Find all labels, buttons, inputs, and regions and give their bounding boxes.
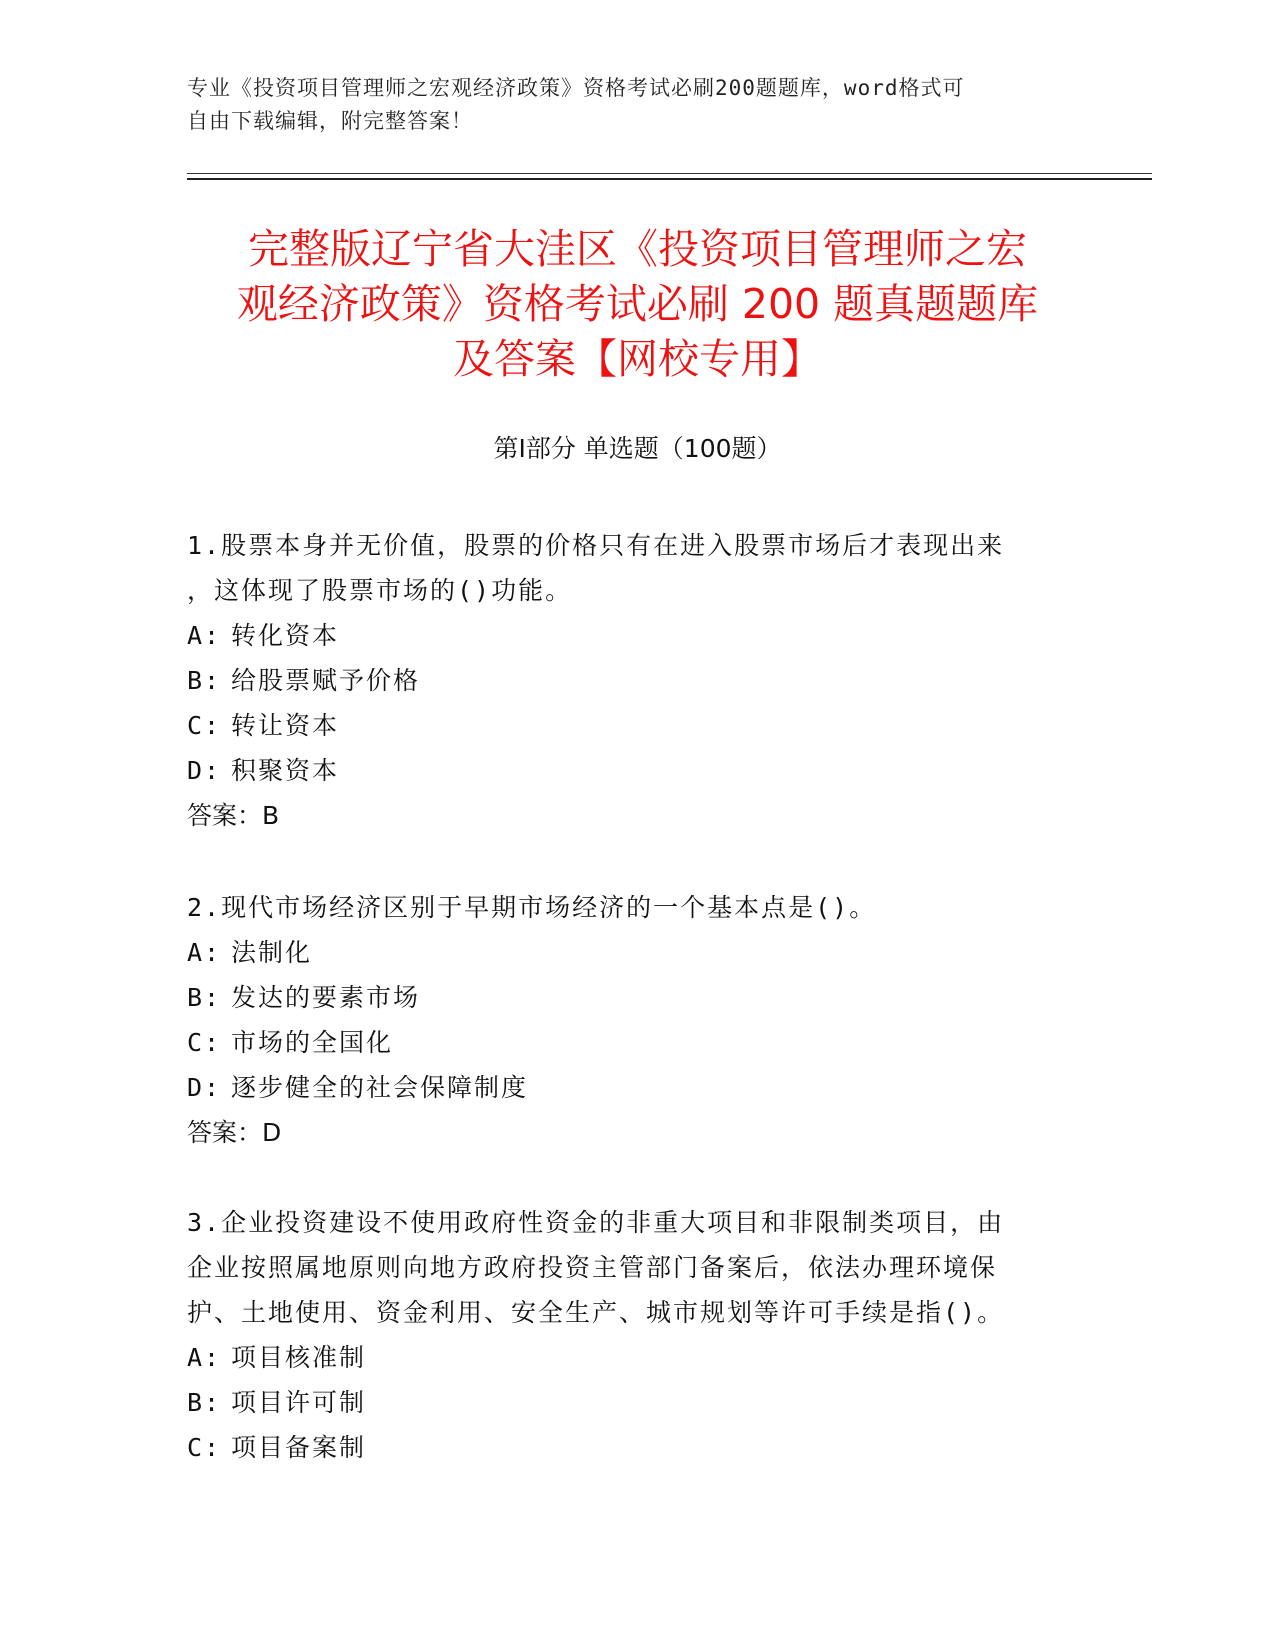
header-divider-thin: [187, 173, 1152, 174]
option-text: 市场的全国化: [231, 1028, 394, 1057]
question-text: [187, 885, 1087, 930]
option-letter: B:: [187, 666, 222, 695]
option-letter: B:: [187, 1388, 222, 1417]
option-b: [187, 1380, 1087, 1425]
option-b: [187, 658, 1087, 703]
option-text: 项目备案制: [231, 1433, 367, 1462]
question-text-line: 2.现代市场经济区别于早期市场经济的一个基本点是()。: [187, 893, 877, 922]
question-2: [187, 885, 1087, 1155]
option-text: 逐步健全的社会保障制度: [231, 1073, 529, 1102]
option-text: 给股票赋予价格: [231, 666, 421, 695]
question-text-line: 企业按照属地原则向地方政府投资主管部门备案后，依法办理环境保: [187, 1253, 998, 1282]
option-letter: B:: [187, 983, 222, 1012]
answer-line: 答案：D: [187, 1118, 282, 1147]
header-note-line-1: 专业《投资项目管理师之宏观经济政策》资格考试必刷200题题库，word格式可: [187, 76, 965, 100]
option-text: 转让资本: [231, 711, 340, 740]
option-text: 项目许可制: [231, 1388, 367, 1417]
option-a: [187, 930, 1087, 975]
title-line-1: 完整版辽宁省大洼区《投资项目管理师之宏: [248, 225, 1027, 273]
question-text: [187, 1200, 1087, 1335]
option-a: [187, 613, 1087, 658]
option-a: [187, 1335, 1087, 1380]
section-heading: 第Ⅰ部分 单选题（100题）: [493, 434, 782, 463]
option-letter: D:: [187, 1073, 222, 1102]
question-text-line: 1.股票本身并无价值，股票的价格只有在进入股票市场后才表现出来: [187, 531, 1005, 560]
option-letter: D:: [187, 756, 222, 785]
option-c: [187, 1425, 1087, 1470]
option-c: [187, 703, 1087, 748]
option-d: [187, 1065, 1087, 1110]
option-c: [187, 1020, 1087, 1065]
option-letter: C:: [187, 1028, 222, 1057]
question-text: [187, 523, 1087, 613]
question-1: [187, 523, 1087, 838]
option-text: 积聚资本: [231, 756, 340, 785]
header-note-line-2: 自由下载编辑，附完整答案！: [187, 109, 473, 133]
header-divider-thick: [187, 178, 1152, 180]
option-letter: C:: [187, 711, 222, 740]
question-text-line: 3.企业投资建设不使用政府性资金的非重大项目和非限制类项目，由: [187, 1208, 1005, 1237]
option-letter: A:: [187, 1343, 222, 1372]
option-text: 法制化: [231, 938, 313, 967]
document-title: [170, 222, 1105, 387]
option-text: 项目核准制: [231, 1343, 367, 1372]
option-letter: A:: [187, 938, 222, 967]
option-letter: A:: [187, 621, 222, 650]
title-line-2: 观经济政策》资格考试必刷 200 题真题题库: [236, 280, 1039, 328]
option-d: [187, 748, 1087, 793]
option-text: 转化资本: [231, 621, 340, 650]
option-letter: C:: [187, 1433, 222, 1462]
document-header-note: [187, 72, 1067, 138]
title-line-3: 及答案【网校专用】: [453, 335, 822, 383]
question-text-line: ，这体现了股票市场的()功能。: [187, 576, 573, 605]
question-3: [187, 1200, 1087, 1470]
option-b: [187, 975, 1087, 1020]
option-text: 发达的要素市场: [231, 983, 421, 1012]
question-text-line: 护、土地使用、资金利用、安全生产、城市规划等许可手续是指()。: [187, 1298, 1005, 1327]
answer-line: 答案：B: [187, 801, 280, 830]
